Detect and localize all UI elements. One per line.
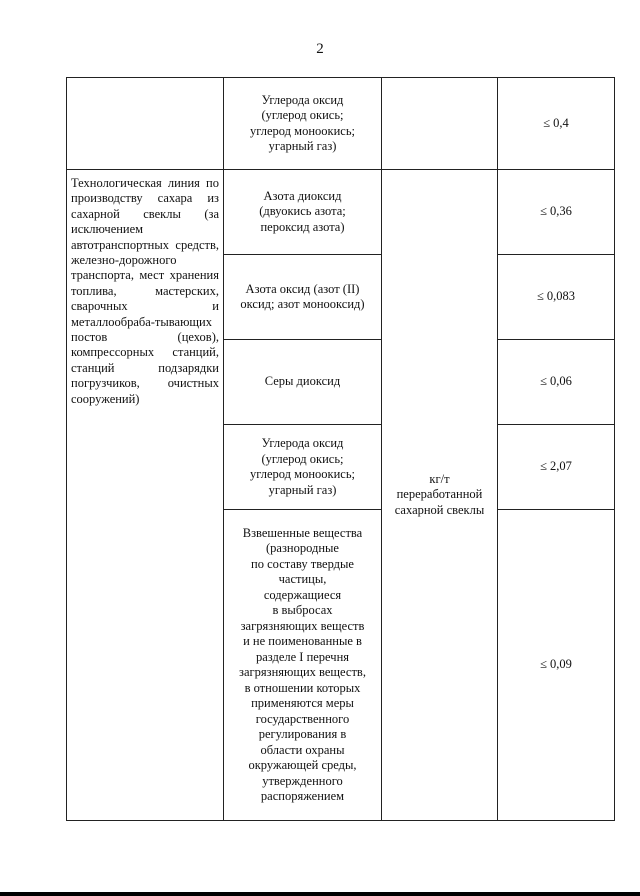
substance-cell: Серы диоксид: [224, 340, 382, 425]
empty-unit-cell: [382, 78, 498, 170]
substance-cell: Углерода оксид (углерод окись; углерод моноокись; угарный газ): [224, 78, 382, 170]
substance-cell: Азота оксид (азот (II) оксид; азот монооксид): [224, 255, 382, 340]
unit-cell: кг/т переработанной сахарной свеклы: [382, 170, 498, 821]
value-cell: ≤ 0,4: [498, 78, 615, 170]
table-row: [67, 170, 615, 255]
substance-cell: Азота диоксид (двуокись азота; пероксид азота): [224, 170, 382, 255]
substance-cell: Углерода оксид (углерод окись; углерод моноокись; угарный газ): [224, 425, 382, 510]
value-cell: ≤ 0,36: [498, 170, 615, 255]
scan-edge: [0, 892, 640, 896]
production-line-cell: Технологическая линия по производству сахара из сахарной свеклы (за исключением автотранспортных средств, железно-дорожного транспорта, мест хранения топлива, мастерских, сварочных и металлообраба-тывающих постов (цехов), компрессорных станций, станций подзарядки погрузчиков, очистных сооружений): [67, 170, 224, 821]
value-cell: ≤ 2,07: [498, 425, 615, 510]
table-row: [67, 78, 615, 170]
empty-cell: [67, 78, 224, 170]
value-cell: ≤ 0,06: [498, 340, 615, 425]
value-cell: ≤ 0,083: [498, 255, 615, 340]
value-cell: ≤ 0,09: [498, 510, 615, 821]
page-number: 2: [316, 41, 324, 57]
substance-cell: Взвешенные вещества (разнородные по составу твердые частицы, содержащиеся в выбросах загрязняющих веществ и не поименованные в разделе I перечня загрязняющих веществ, в отношении которых применяются меры государственного регулирования в области охраны окружающей среды, утвержденного распоряжением: [224, 510, 382, 821]
emissions-table: [66, 77, 615, 821]
